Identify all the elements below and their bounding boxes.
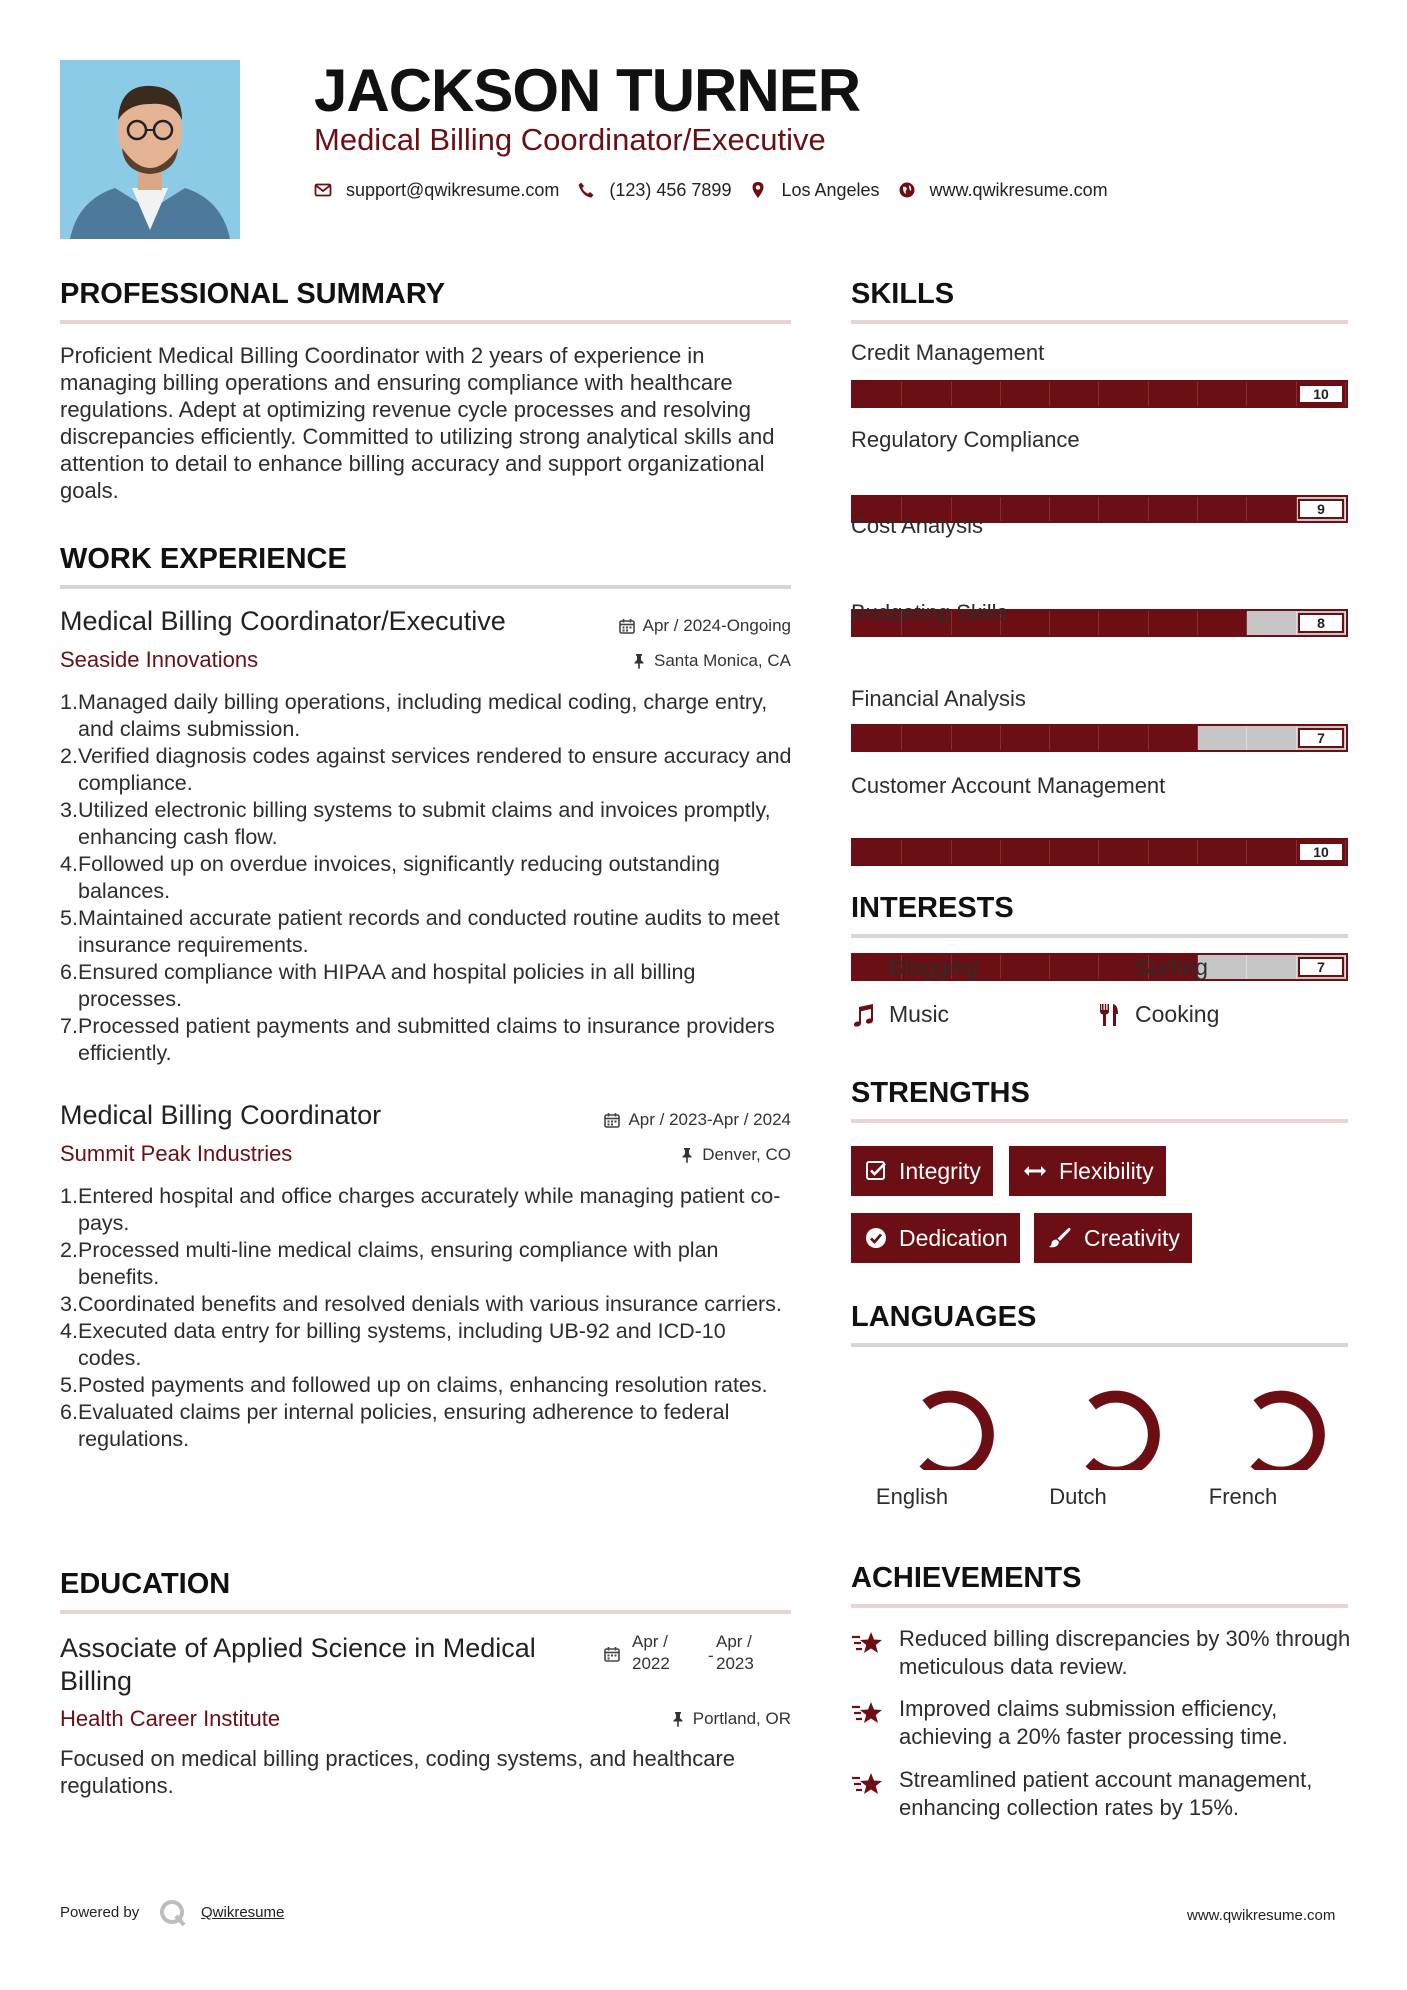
trophy-star-icon — [851, 1629, 885, 1657]
skill-bar-segment — [1198, 726, 1247, 750]
job-2-location-text: Denver, CO — [702, 1145, 791, 1164]
skill-bar-segment — [853, 840, 902, 864]
skill-bar-segment — [1149, 726, 1198, 750]
skill-label: Cost Analysis — [851, 513, 984, 539]
interest-cooking — [1097, 1001, 1219, 1028]
skill-score: 8 — [1298, 613, 1344, 633]
job-1-company: Seaside Innovations — [60, 647, 259, 672]
skill-bar-segment — [1001, 611, 1050, 635]
calendar-icon — [619, 618, 635, 634]
education-location — [540, 1709, 791, 1729]
skill-bar-segment — [1001, 726, 1050, 750]
strengths-heading: STRENGTHS — [851, 1077, 1030, 1109]
skill-bar-segment — [1099, 611, 1148, 635]
contact-location — [749, 180, 879, 201]
skill-bar-segment — [902, 382, 951, 406]
skills-divider — [851, 320, 1348, 324]
skill-bar-segment — [1247, 726, 1296, 750]
pushpin-icon — [671, 1711, 685, 1727]
skill-bar-segment — [1050, 726, 1099, 750]
strength-dedication-label: Dedication — [899, 1224, 1008, 1251]
skill-bar-segment — [1198, 840, 1247, 864]
interests-heading: INTERESTS — [851, 892, 1014, 924]
skill-bar — [851, 724, 1348, 752]
skill-bar-segment — [1247, 382, 1296, 406]
skill-bar-segment — [1149, 497, 1198, 521]
interests-divider — [851, 934, 1348, 938]
skill-bar-segment — [1001, 840, 1050, 864]
skill-bar-segment — [952, 726, 1001, 750]
qwikresume-logo-icon — [158, 1898, 188, 1928]
email-text: support@qwikresume.com — [346, 179, 560, 200]
education-start-year: 2022 — [632, 1654, 670, 1673]
job-2-bullet: Coordinated benefits and resolved denials with various insurance carriers. — [78, 1292, 782, 1316]
skill-label: Regulatory Compliance — [851, 426, 1080, 452]
website-text: www.qwikresume.com — [929, 179, 1108, 200]
job-1-dates-text: Apr / 2024-Ongoing — [642, 616, 791, 635]
job-1-bullet: Utilized electronic billing systems to submit claims and invoices promptly, enhancing cash flow. — [78, 798, 771, 849]
skill-bar-segment — [1099, 726, 1148, 750]
skill-bar-segment — [1149, 611, 1198, 635]
education-divider — [60, 1610, 791, 1614]
strength-flexibility — [1009, 1146, 1166, 1196]
skill-bar-segment — [1050, 840, 1099, 864]
education-location-text: Portland, OR — [692, 1709, 791, 1728]
pushpin-icon — [632, 653, 646, 669]
summary-divider — [60, 320, 791, 324]
calendar-icon — [604, 1646, 620, 1662]
footer-brand-link[interactable]: Qwikresume — [201, 1904, 285, 1921]
interest-cooking-label: Cooking — [1135, 1001, 1220, 1027]
candidate-name: JACKSON TURNER — [314, 57, 861, 124]
summary-text: Proficient Medical Billing Coordinator with 2 years of experience in managing billing operations and ensuring compliance with healthcare regulations. Adept at optimizing revenue cycle processes and resolving discrepancies efficiently. Committed to utilizing strong analytical skills and attention to detail to enhance billing accuracy and support organizational goals. — [60, 343, 775, 503]
skill-bar-segment — [1198, 497, 1247, 521]
job-1-bullets — [60, 689, 794, 1067]
checkbox-icon — [865, 1160, 887, 1182]
language-english-gauge — [852, 1370, 1002, 1470]
job-2-bullet: Processed multi-line medical claims, ensuring compliance with plan benefits. — [78, 1238, 719, 1289]
achievement-text: Improved claims submission efficiency, achieving a 20% faster processing time. — [899, 1696, 1288, 1749]
map-pin-icon — [749, 181, 767, 199]
education-school: Health Career Institute — [60, 1706, 281, 1731]
job-2-dates-text: Apr / 2023-Apr / 2024 — [628, 1110, 791, 1129]
profile-photo — [60, 60, 240, 239]
job-1-bullet: Verified diagnosis codes against services rendered to ensure accuracy and compliance. — [78, 744, 792, 795]
skill-bar-segment — [1001, 497, 1050, 521]
education-date-dash: - — [708, 1646, 714, 1665]
interest-surfing — [1097, 954, 1208, 981]
language-french-gauge — [1183, 1370, 1333, 1470]
interest-music-label: Music — [889, 1001, 950, 1027]
job-1-dates — [540, 616, 791, 636]
skill-bar-segment — [1001, 382, 1050, 406]
experience-heading: WORK EXPERIENCE — [60, 543, 347, 575]
trophy-star-icon — [851, 1699, 885, 1727]
skill-bar-segment — [1247, 497, 1296, 521]
music-note-icon — [851, 1003, 877, 1027]
job-1-location-text: Santa Monica, CA — [653, 651, 791, 670]
education-description: Focused on medical billing practices, coding systems, and healthcare regulations. — [60, 1746, 736, 1798]
interest-blogging — [851, 954, 979, 981]
education-end-year: 2023 — [716, 1654, 754, 1673]
strength-creativity — [1034, 1213, 1192, 1263]
job-2-bullets — [60, 1183, 794, 1453]
experience-divider — [60, 585, 791, 589]
language-dutch-label: Dutch — [1049, 1484, 1107, 1509]
languages-heading: LANGUAGES — [851, 1301, 1037, 1333]
interest-music — [851, 1001, 949, 1028]
job-2-location — [540, 1145, 791, 1165]
brush-icon — [1048, 1227, 1072, 1249]
phone-icon — [577, 181, 595, 199]
skill-label: Credit Management — [851, 340, 1045, 365]
job-2-bullet: Posted payments and followed up on claims, enhancing resolution rates. — [78, 1373, 768, 1397]
strength-integrity — [851, 1146, 993, 1196]
job-1-bullet: Followed up on overdue invoices, significantly reducing outstanding balances. — [78, 852, 720, 903]
contact-phone[interactable] — [577, 180, 731, 201]
skill-bar-segment — [1099, 382, 1148, 406]
skill-score: 9 — [1298, 499, 1344, 519]
language-french — [1183, 1370, 1333, 1520]
users-icon — [851, 956, 877, 980]
skill-bar-segment — [1198, 611, 1247, 635]
job-1-title: Medical Billing Coordinator/Executive — [60, 606, 506, 636]
language-dutch-gauge — [1018, 1370, 1168, 1470]
skill-bar-segment — [1099, 497, 1148, 521]
skill-bar-segment — [1149, 382, 1198, 406]
contact-bar — [314, 176, 1126, 204]
candidate-title: Medical Billing Coordinator/Executive — [314, 122, 826, 157]
footer-website-link[interactable]: www.qwikresume.com — [1187, 1907, 1336, 1924]
education-end-month: Apr / — [716, 1632, 752, 1651]
interest-surfing-label: Surfing — [1135, 954, 1208, 980]
interest-blogging-label: Blogging — [889, 954, 979, 980]
achievement-text: Reduced billing discrepancies by 30% through meticulous data review. — [899, 1626, 1351, 1679]
achievement-item — [851, 1625, 1351, 1681]
skill-bar-segment — [952, 840, 1001, 864]
skill-label: Financial Analysis — [851, 686, 1026, 712]
skill-bar-segment — [1050, 955, 1099, 979]
job-2-bullet: Entered hospital and office charges accurately while managing patient co-pays. — [78, 1184, 781, 1235]
skill-score: 10 — [1298, 842, 1344, 862]
phone-text: (123) 456 7899 — [609, 179, 732, 200]
achievement-item — [851, 1766, 1351, 1822]
language-french-label: French — [1208, 1484, 1278, 1509]
skill-bar-segment — [902, 840, 951, 864]
arrows-horizontal-icon — [1023, 1160, 1047, 1182]
job-2-title: Medical Billing Coordinator — [60, 1100, 382, 1130]
job-1-bullet: Ensured compliance with HIPAA and hospital policies in all billing processes. — [78, 960, 696, 1011]
education-dates — [604, 1632, 764, 1678]
job-2-dates — [500, 1110, 791, 1130]
job-2-bullet: Executed data entry for billing systems, including UB-92 and ICD-10 codes. — [78, 1319, 726, 1370]
skill-bar — [851, 380, 1348, 408]
job-1-bullet: Processed patient payments and submitted claims to insurance providers efficiently. — [78, 1014, 775, 1065]
check-circle-icon — [865, 1227, 887, 1249]
globe-icon — [898, 181, 916, 199]
summary-heading: PROFESSIONAL SUMMARY — [60, 278, 446, 310]
contact-website[interactable] — [898, 180, 1108, 201]
utensils-icon — [1097, 1003, 1123, 1027]
skill-bar-segment — [1099, 840, 1148, 864]
achievements-heading: ACHIEVEMENTS — [851, 1562, 1082, 1594]
skill-bar-segment — [1050, 611, 1099, 635]
skill-score: 10 — [1298, 384, 1344, 404]
job-1-bullet: Maintained accurate patient records and conducted routine audits to meet insurance requirements. — [78, 906, 780, 957]
skill-score: 7 — [1298, 957, 1344, 977]
skill-bar-segment — [1247, 955, 1296, 979]
language-dutch — [1018, 1370, 1168, 1520]
skill-bar-segment — [952, 382, 1001, 406]
skill-bar — [851, 838, 1348, 866]
strength-flexibility-label: Flexibility — [1059, 1157, 1154, 1184]
achievement-item — [851, 1695, 1351, 1751]
skill-bar-segment — [1247, 611, 1296, 635]
education-heading: EDUCATION — [60, 1568, 231, 1600]
strength-dedication — [851, 1213, 1020, 1263]
skill-label: Budgeting Skills — [851, 599, 1008, 625]
envelope-icon — [314, 181, 332, 199]
contact-email[interactable] — [314, 180, 559, 201]
skill-bar-segment — [1247, 840, 1296, 864]
skill-bar-segment — [1050, 497, 1099, 521]
calendar-icon — [604, 1112, 620, 1128]
languages-divider — [851, 1343, 1348, 1347]
job-1-location — [540, 651, 791, 671]
skill-label: Customer Account Management — [851, 773, 1166, 798]
trophy-star-icon — [851, 1770, 885, 1798]
language-english-label: English — [875, 1484, 949, 1509]
strengths-divider — [851, 1119, 1348, 1123]
strength-creativity-label: Creativity — [1084, 1224, 1180, 1251]
strength-integrity-label: Integrity — [899, 1157, 981, 1184]
achievement-text: Streamlined patient account management, enhancing collection rates by 15%. — [899, 1767, 1313, 1820]
skill-bar-segment — [1050, 382, 1099, 406]
footer-powered-by: Powered by — [60, 1904, 140, 1921]
skill-bar-segment — [853, 382, 902, 406]
job-2-company: Summit Peak Industries — [60, 1141, 293, 1166]
skill-bar-segment — [1001, 955, 1050, 979]
skill-bar-segment — [1149, 840, 1198, 864]
job-2-bullet: Evaluated claims per internal policies, ensuring adherence to federal regulations. — [78, 1400, 730, 1451]
education-degree: Associate of Applied Science in Medical Billing — [60, 1633, 536, 1696]
skill-bar-segment — [902, 726, 951, 750]
job-1-bullet: Managed daily billing operations, including medical coding, charge entry, and claims submission. — [78, 690, 768, 741]
language-english — [852, 1370, 1002, 1520]
location-text: Los Angeles — [781, 179, 880, 200]
skill-bar-segment — [1198, 382, 1247, 406]
skills-heading: SKILLS — [851, 278, 955, 310]
education-start-month: Apr / — [632, 1632, 668, 1651]
skill-score: 7 — [1298, 728, 1344, 748]
star-icon — [1097, 956, 1123, 980]
skill-bar-segment — [853, 726, 902, 750]
achievements-divider — [851, 1604, 1348, 1608]
pushpin-icon — [680, 1147, 694, 1163]
